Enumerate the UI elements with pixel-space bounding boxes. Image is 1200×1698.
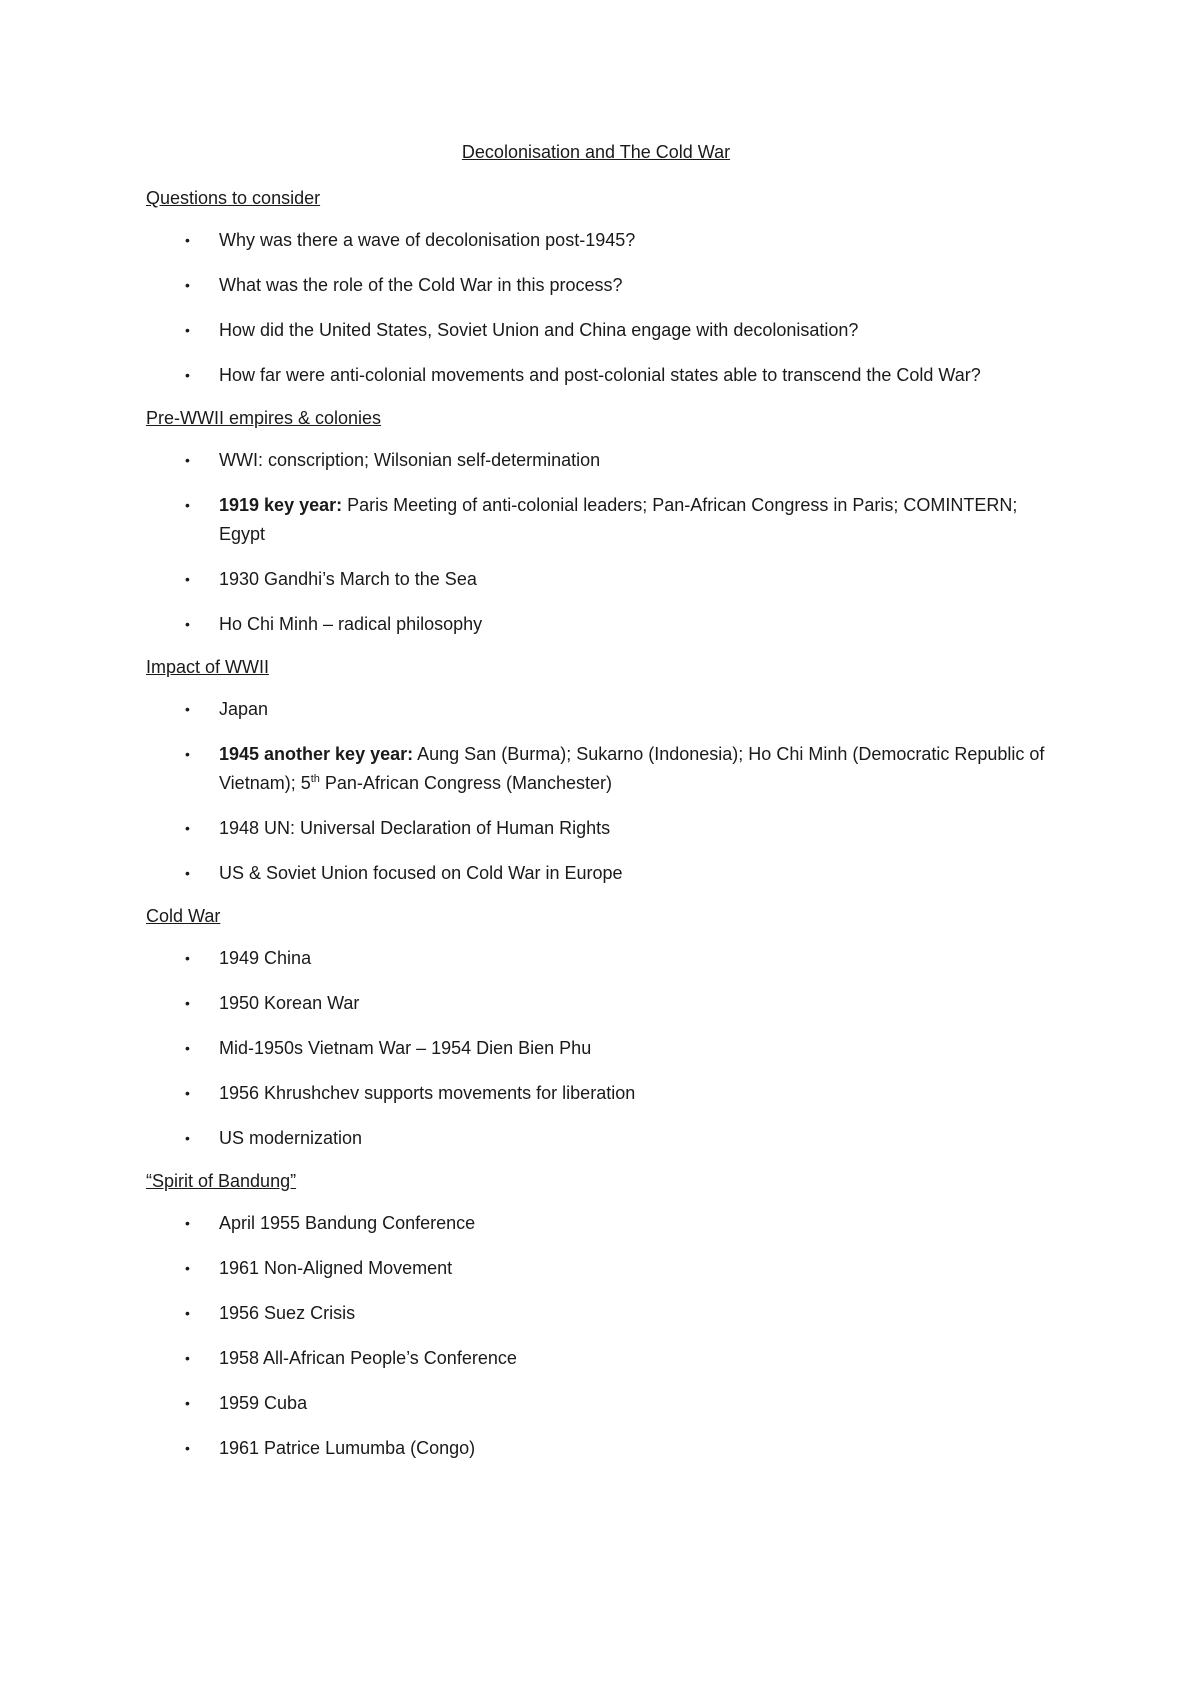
bullet-icon: • <box>185 995 190 1011</box>
ordinal-suffix: th <box>310 773 320 785</box>
list-item: • How did the United States, Soviet Union and China engage with decolonisation? <box>146 316 1046 345</box>
bullet-icon: • <box>185 1305 190 1321</box>
bullet-icon: • <box>185 1350 190 1366</box>
heading-questions: Questions to consider <box>146 188 321 208</box>
list-spirit-of-bandung <box>146 1209 1046 1463</box>
heading-cold-war: Cold War <box>146 906 221 926</box>
bullet-icon: • <box>185 1085 190 1101</box>
bullet-icon: • <box>185 1040 190 1056</box>
heading-spirit-of-bandung: “Spirit of Bandung” <box>146 1171 297 1191</box>
list-item: • Japan <box>146 695 1046 724</box>
list-item: • 1961 Patrice Lumumba (Congo) <box>146 1434 1046 1463</box>
list-cold-war <box>146 944 1046 1153</box>
bullet-icon: • <box>185 1440 190 1456</box>
bullet-icon: • <box>185 277 190 293</box>
list-item: • What was the role of the Cold War in this process? <box>146 271 1046 300</box>
key-year-label: 1919 key year: <box>219 495 343 515</box>
bullet-icon: • <box>185 746 190 762</box>
list-item: • April 1955 Bandung Conference <box>146 1209 1046 1238</box>
list-pre-wwii <box>146 446 1046 639</box>
list-item: • Why was there a wave of decolonisation post-1945? <box>146 226 1046 255</box>
bullet-icon: • <box>185 865 190 881</box>
list-item: • WWI: conscription; Wilsonian self-determination <box>146 446 1046 475</box>
bullet-icon: • <box>185 1215 190 1231</box>
heading-impact-wwii: Impact of WWII <box>146 657 270 677</box>
list-item: • 1930 Gandhi’s March to the Sea <box>146 565 1046 594</box>
list-item: • US & Soviet Union focused on Cold War in Europe <box>146 859 1046 888</box>
list-item: • 1956 Suez Crisis <box>146 1299 1046 1328</box>
list-item: • 1961 Non-Aligned Movement <box>146 1254 1046 1283</box>
list-item: • 1959 Cuba <box>146 1389 1046 1418</box>
list-item: • 1949 China <box>146 944 1046 973</box>
list-item: • 1958 All-African People’s Conference <box>146 1344 1046 1373</box>
list-item: • 1956 Khrushchev supports movements for liberation <box>146 1079 1046 1108</box>
bullet-icon: • <box>185 452 190 468</box>
list-item: • US modernization <box>146 1124 1046 1153</box>
key-year-label: 1945 another key year: <box>219 744 414 764</box>
bullet-icon: • <box>185 571 190 587</box>
list-item: • Mid-1950s Vietnam War – 1954 Dien Bien Phu <box>146 1034 1046 1063</box>
document-title: Decolonisation and The Cold War <box>461 142 731 162</box>
bullet-icon: • <box>185 950 190 966</box>
bullet-icon: • <box>185 1130 190 1146</box>
list-item: • 1919 key year: Paris Meeting of anti-colonial leaders; Pan-African Congress in Paris; COMINTERN; Egypt <box>146 491 1046 549</box>
list-item: • 1945 another key year: Aung San (Burma); Sukarno (Indonesia); Ho Chi Minh (Democratic Republic of Vietnam); 5th Pan-African Congress (Manchester) <box>146 740 1046 798</box>
list-item: • Ho Chi Minh – radical philosophy <box>146 610 1046 639</box>
list-questions <box>146 226 1046 390</box>
bullet-icon: • <box>185 232 190 248</box>
bullet-icon: • <box>185 367 190 383</box>
bullet-icon: • <box>185 820 190 836</box>
bullet-icon: • <box>185 1395 190 1411</box>
bullet-icon: • <box>185 322 190 338</box>
bullet-icon: • <box>185 497 190 513</box>
list-item: • How far were anti-colonial movements and post-colonial states able to transcend the Cold War? <box>146 361 1046 390</box>
heading-pre-wwii: Pre-WWII empires & colonies <box>146 408 382 428</box>
list-impact-wwii <box>146 695 1046 888</box>
list-item: • 1950 Korean War <box>146 989 1046 1018</box>
bullet-icon: • <box>185 1260 190 1276</box>
bullet-icon: • <box>185 701 190 717</box>
document-page <box>146 140 1046 1479</box>
bullet-icon: • <box>185 616 190 632</box>
list-item: • 1948 UN: Universal Declaration of Human Rights <box>146 814 1046 843</box>
